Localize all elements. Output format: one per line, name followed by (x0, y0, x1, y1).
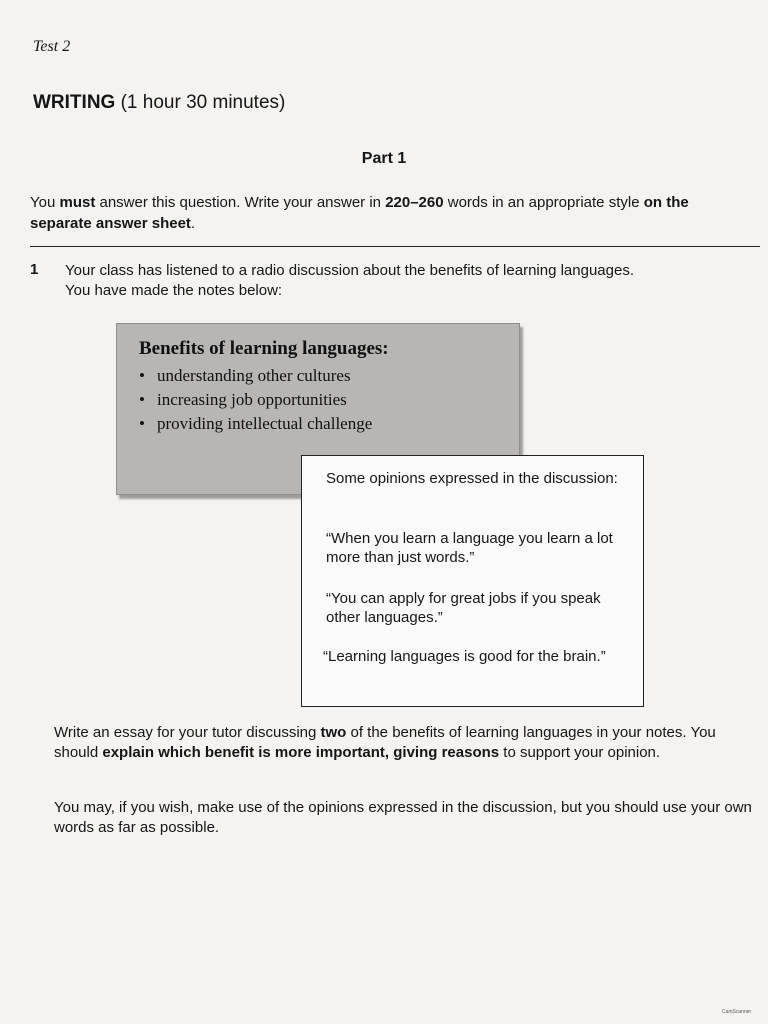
notes-title: Benefits of learning languages: (139, 338, 389, 359)
notes-item-text: providing intellectual challenge (157, 414, 373, 433)
question-line-2: You have made the notes below: (65, 282, 283, 299)
instr-text-1: You (30, 194, 60, 211)
section-title (33, 92, 285, 114)
section-title-bold: WRITING (33, 92, 116, 113)
task-bold-1: two (320, 724, 347, 741)
bullet-icon: • (139, 414, 145, 433)
opinion-quote: “You can apply for great jobs if you speak other languages.” (326, 590, 601, 626)
task-text-3: to support your opinion. (499, 744, 661, 761)
question-number: 1 (30, 261, 39, 278)
task-paragraph-1 (54, 723, 744, 763)
notes-item-text: understanding other cultures (157, 366, 351, 385)
opinion-quote: “Learning languages is good for the brain.” (323, 648, 606, 665)
instr-text-2: answer this question. Write your answer in (95, 194, 386, 211)
test-label: Test 2 (33, 38, 71, 55)
notes-item (139, 412, 372, 436)
question-text (65, 261, 745, 301)
task-paragraph-2: You may, if you wish, make use of the opinions expressed in the discussion, but you should use your own words as far as possible. (54, 799, 752, 836)
instr-bold-3: on the separate answer sheet (30, 194, 689, 232)
opinion-quote: “When you learn a language you learn a lot more than just words.” (326, 530, 613, 566)
instr-bold-1: must (59, 194, 96, 211)
instr-text-4: . (190, 215, 196, 232)
instr-text-3: words in an appropriate style (443, 194, 644, 211)
notes-item (139, 388, 372, 412)
task-text-2: of the benefits of learning languages in your notes. You should (54, 724, 716, 761)
bullet-icon: • (139, 366, 145, 385)
task-text-1: Write an essay for your tutor discussing (54, 724, 321, 741)
bullet-icon: • (139, 390, 145, 409)
question-line-1: Your class has listened to a radio discussion about the benefits of learning languages. (65, 262, 634, 279)
notes-item (139, 364, 372, 388)
opinions-box (301, 455, 644, 707)
section-title-duration: (1 hour 30 minutes) (115, 92, 286, 113)
notes-list (139, 364, 372, 436)
part-heading: Part 1 (361, 150, 407, 167)
divider (30, 246, 760, 247)
opinions-intro: Some opinions expressed in the discussion: (326, 470, 618, 487)
instructions (30, 192, 750, 234)
task-bold-2: explain which benefit is more important, giving reasons (102, 744, 500, 761)
scanner-watermark: CamScanner (722, 1009, 752, 1015)
instr-bold-2: 220–260 (385, 194, 444, 211)
notes-item-text: increasing job opportunities (157, 390, 347, 409)
